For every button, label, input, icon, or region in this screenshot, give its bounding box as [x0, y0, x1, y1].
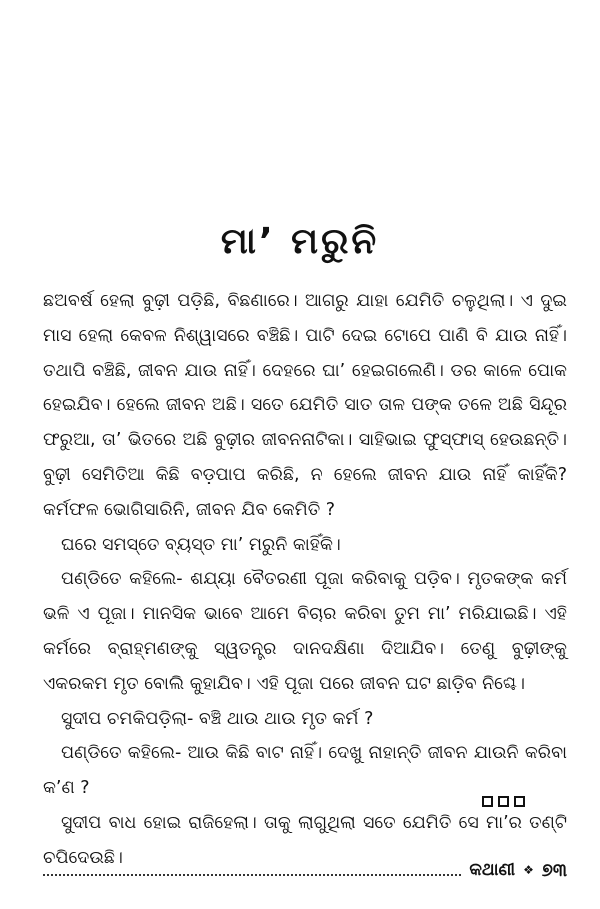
paragraph-5: ପଣ୍ଡିତେ କହିଲେ- ଆଉ କିଛି ବାଟ ନାହିଁ। ଦେଖୁ ନାହାନ୍ତି ଜୀବନ ଯାଉନି କରିବା କ’ଣ ?: [43, 743, 567, 799]
magazine-name: କଥାଣୀ: [469, 860, 516, 880]
paragraph-2: ଘରେ ସମସ୍ତେ ବ୍ୟସ୍ତ ମା’ ମରୁନି କାହିଁକି।: [61, 534, 341, 555]
story-body: [43, 284, 567, 876]
paragraph-4: ସୁଦୀପ ଚମକିପଡ଼ିଲା- ବଞ୍ଚି ଥାଉ ଥାଉ ମୃତ କର୍ମ ?: [61, 708, 374, 729]
separator-icon: ❖: [523, 863, 534, 877]
page-number: ୭୩: [541, 859, 567, 881]
dotted-leader: [43, 864, 461, 876]
page-footer: [43, 857, 567, 883]
square-mark-icon: [482, 796, 493, 807]
end-of-story-marks: [482, 796, 525, 807]
story-title: ମା’ ମରୁନି: [220, 221, 380, 262]
square-mark-icon: [514, 796, 525, 807]
paragraph-3: ପଣ୍ଡିତେ କହିଲେ- ଶଯ୍ୟା ବୈତରଣୀ ପୂଜା କରିବାକୁ ପଡ଼ିବ। ମୃତକଙ୍କ କର୍ମ ଭଳି ଏ ପୂଜା। ମାନସିକ ଭାବେ ଆମେ ବିଚାର କରିବା ତୁମ ମା’ ମରିଯାଇଛି। ଏହି କର୍ମରେ ବ୍ରାହ୍ମଣଙ୍କୁ ସ୍ୱତନ୍ତ୍ର ଦାନଦକ୍ଷିଣା ଦିଆଯିବ। ତେଣୁ ବୁଢ଼ୀଙ୍କୁ ଏକରକମ ମୃତ ବୋଲି କୁହାଯିବ। ଏହି ପୂଜା ପରେ ଜୀବନ ଘଟ ଛାଡ଼ିବ ନିଶ୍ଚେ।: [43, 569, 567, 694]
paragraph-1: ଛଅବର୍ଷ ହେଲା ବୁଢ଼ୀ ପଡ଼ିଛି, ବିଛଣାରେ। ଆଗରୁ ଯାହା ଯେମିତି ଚଳୁଥିଲା। ଏ ଦୁଇ ମାସ ହେଲା କେବଳ ନିଶ୍ୱାସରେ ବଞ୍ଚିଛି। ପାଟି ଦେଇ ଟୋପେ ପାଣି ବି ଯାଉ ନାହିଁ। ତଥାପି ବଞ୍ଚିଛି, ଜୀବନ ଯାଉ ନାହିଁ। ଦେହରେ ଘା’ ହେଇଗଲେଣି। ଡର କାଳେ ପୋକ ହେଇଯିବ। ହେଲେ ଜୀବନ ଅଛି। ସତେ ଯେମିତି ସାତ ତାଳ ପଙ୍କ ତଳେ ଅଛି ସିନ୍ଦୂର ଫରୁଆ, ତା’ ଭିତରେ ଅଛି ବୁଢ଼ୀର ଜୀବନନାଟିକା। ସାହିଭାଇ ଫୁସ୍‌ଫାସ୍ ହେଉଛନ୍ତି। ବୁଢ଼ୀ ସେମିତିଆ କିଛି ବଡ଼ପାପ କରିଛି, ନ ହେଲେ ଜୀବନ ଯାଉ ନାହିଁ କାହିଁକି? କର୍ମଫଳ ଭୋଗିସାରିନି, ଜୀବନ ଯିବ କେମିତି ?: [43, 291, 567, 520]
paragraph-6: ସୁଦୀପ ବାଧ ହୋଇ ରାଜିହେଲା। ତାକୁ ଲାଗୁଥିଲା ସତେ ଯେମିତି ସେ ମା’ର ତଣ୍ଟି ଚପିଦେଉଛି।: [43, 812, 567, 868]
square-mark-icon: [498, 796, 509, 807]
